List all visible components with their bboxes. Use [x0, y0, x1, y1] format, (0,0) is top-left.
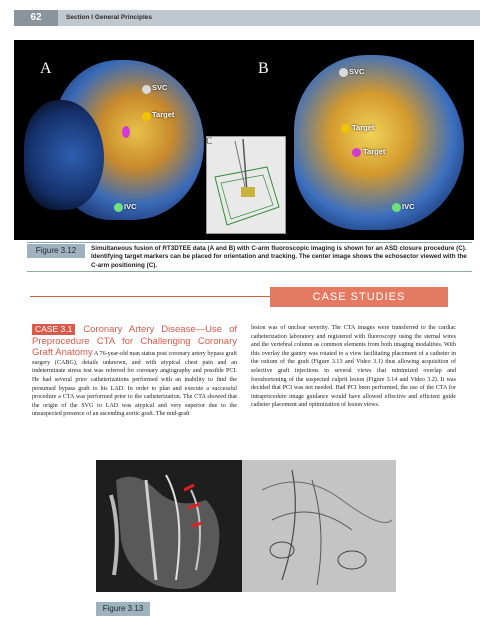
figure-3-13-cta-image	[96, 460, 242, 592]
figure-3-13-fluoro-image	[242, 460, 396, 592]
case-3-1-right-column	[251, 324, 456, 410]
page-header	[14, 10, 480, 26]
svc-marker-b	[339, 68, 348, 77]
pink-marker-a	[122, 126, 130, 138]
svc-label-a: SVC	[152, 83, 168, 92]
page-number: 62	[14, 10, 58, 26]
case-3-1-tag: CASE 3.1	[32, 324, 75, 335]
ivc-marker-b	[392, 203, 401, 212]
case-3-1-title: Coronary Artery Disease—Use of Preprocedure CTA for Challenging Coronary Graft Anatomy	[32, 324, 237, 359]
target-marker-a	[142, 112, 151, 121]
panel-a-letter: A	[40, 60, 52, 77]
figure-3-12-caption-text: Simultaneous fusion of RT3DTEE data (A and B) with C-arm fluoroscopic imaging is shown for an ASD closure procedure (C). Identifying target markers can be placed for orientation and tracking. The center image shows the echosector viewed with the C-arm positioning (C).	[91, 245, 467, 269]
ivc-label-a: IVC	[124, 202, 137, 211]
figure-3-12-tag: Figure 3.12	[27, 244, 85, 258]
case-3-1-left-column	[32, 324, 237, 419]
case-studies-rule	[30, 296, 270, 297]
figure-3-13-tag: Figure 3.13	[96, 602, 150, 616]
case-3-1-right-text: lesion was of unclear severity. The CTA images were transferred to the cardiac catheterization laboratory and registered with fluoroscopy using the sternal wires and the vertebral column as common elements from both imaging modalities. With this overlay the gantry was rotated to a view facilitating placement of a catheter in the ostium of the graft (Figure 3.13 and Video 3.1) thus allowing acquisition of selective graft injections in several views that minimized overlap and foreshortening of the suspected culprit lesion (Figure 3.14 and Video 3.2). It was decided that PCI was not needed. Had PCI been performed, the use of the CTA for intraprocedure image guidance would have allowed effective and efficient guide catheter placement and optimization of lesion views.	[251, 325, 456, 409]
ivc-label-b: IVC	[402, 202, 415, 211]
svc-label-b: SVC	[349, 67, 365, 76]
figure-3-13-cta-drawing	[96, 460, 242, 592]
panel-b-letter: B	[258, 60, 269, 77]
target-label-b1: Target	[352, 123, 375, 132]
figure-3-12-caption	[27, 242, 472, 272]
target-marker-b2	[352, 148, 361, 157]
section-title: Section I General Principles	[66, 14, 152, 21]
figure-3-13-fluoro-drawing	[242, 460, 396, 592]
case-3-1-left-text: A 76-year-old man status post coronary artery bypass graft surgery (CABG), details unknown, and with atypical chest pain and an indeterminate stress test was referred for coronary angiography and possible PCI. He had several prior catheterizations performed with an inability to find the presumed bypass graft to his LAD. In order to plan and execute a successful procedure a CTA was performed prior to the catheterization. The CTA showed that the origin of the SVG to LAD was atypical and very superior due to the unsuspected presence of an ascending aortic graft. The mid-graft	[32, 351, 238, 418]
target-label-a: Target	[152, 110, 175, 119]
svc-marker-a	[142, 85, 151, 94]
panel-c-fluoro-drawing	[207, 137, 285, 233]
target-marker-b1	[341, 124, 350, 133]
case-studies-banner: CASE STUDIES	[270, 287, 448, 307]
panel-c-letter: C	[206, 136, 213, 146]
panel-a-echo-shadow	[24, 100, 104, 210]
figure-3-12-image	[14, 40, 474, 240]
panel-b-echo-volume	[294, 55, 464, 230]
target-label-b2: Target	[363, 147, 386, 156]
ivc-marker-a	[114, 203, 123, 212]
panel-c-fluoro-inset	[206, 136, 286, 234]
